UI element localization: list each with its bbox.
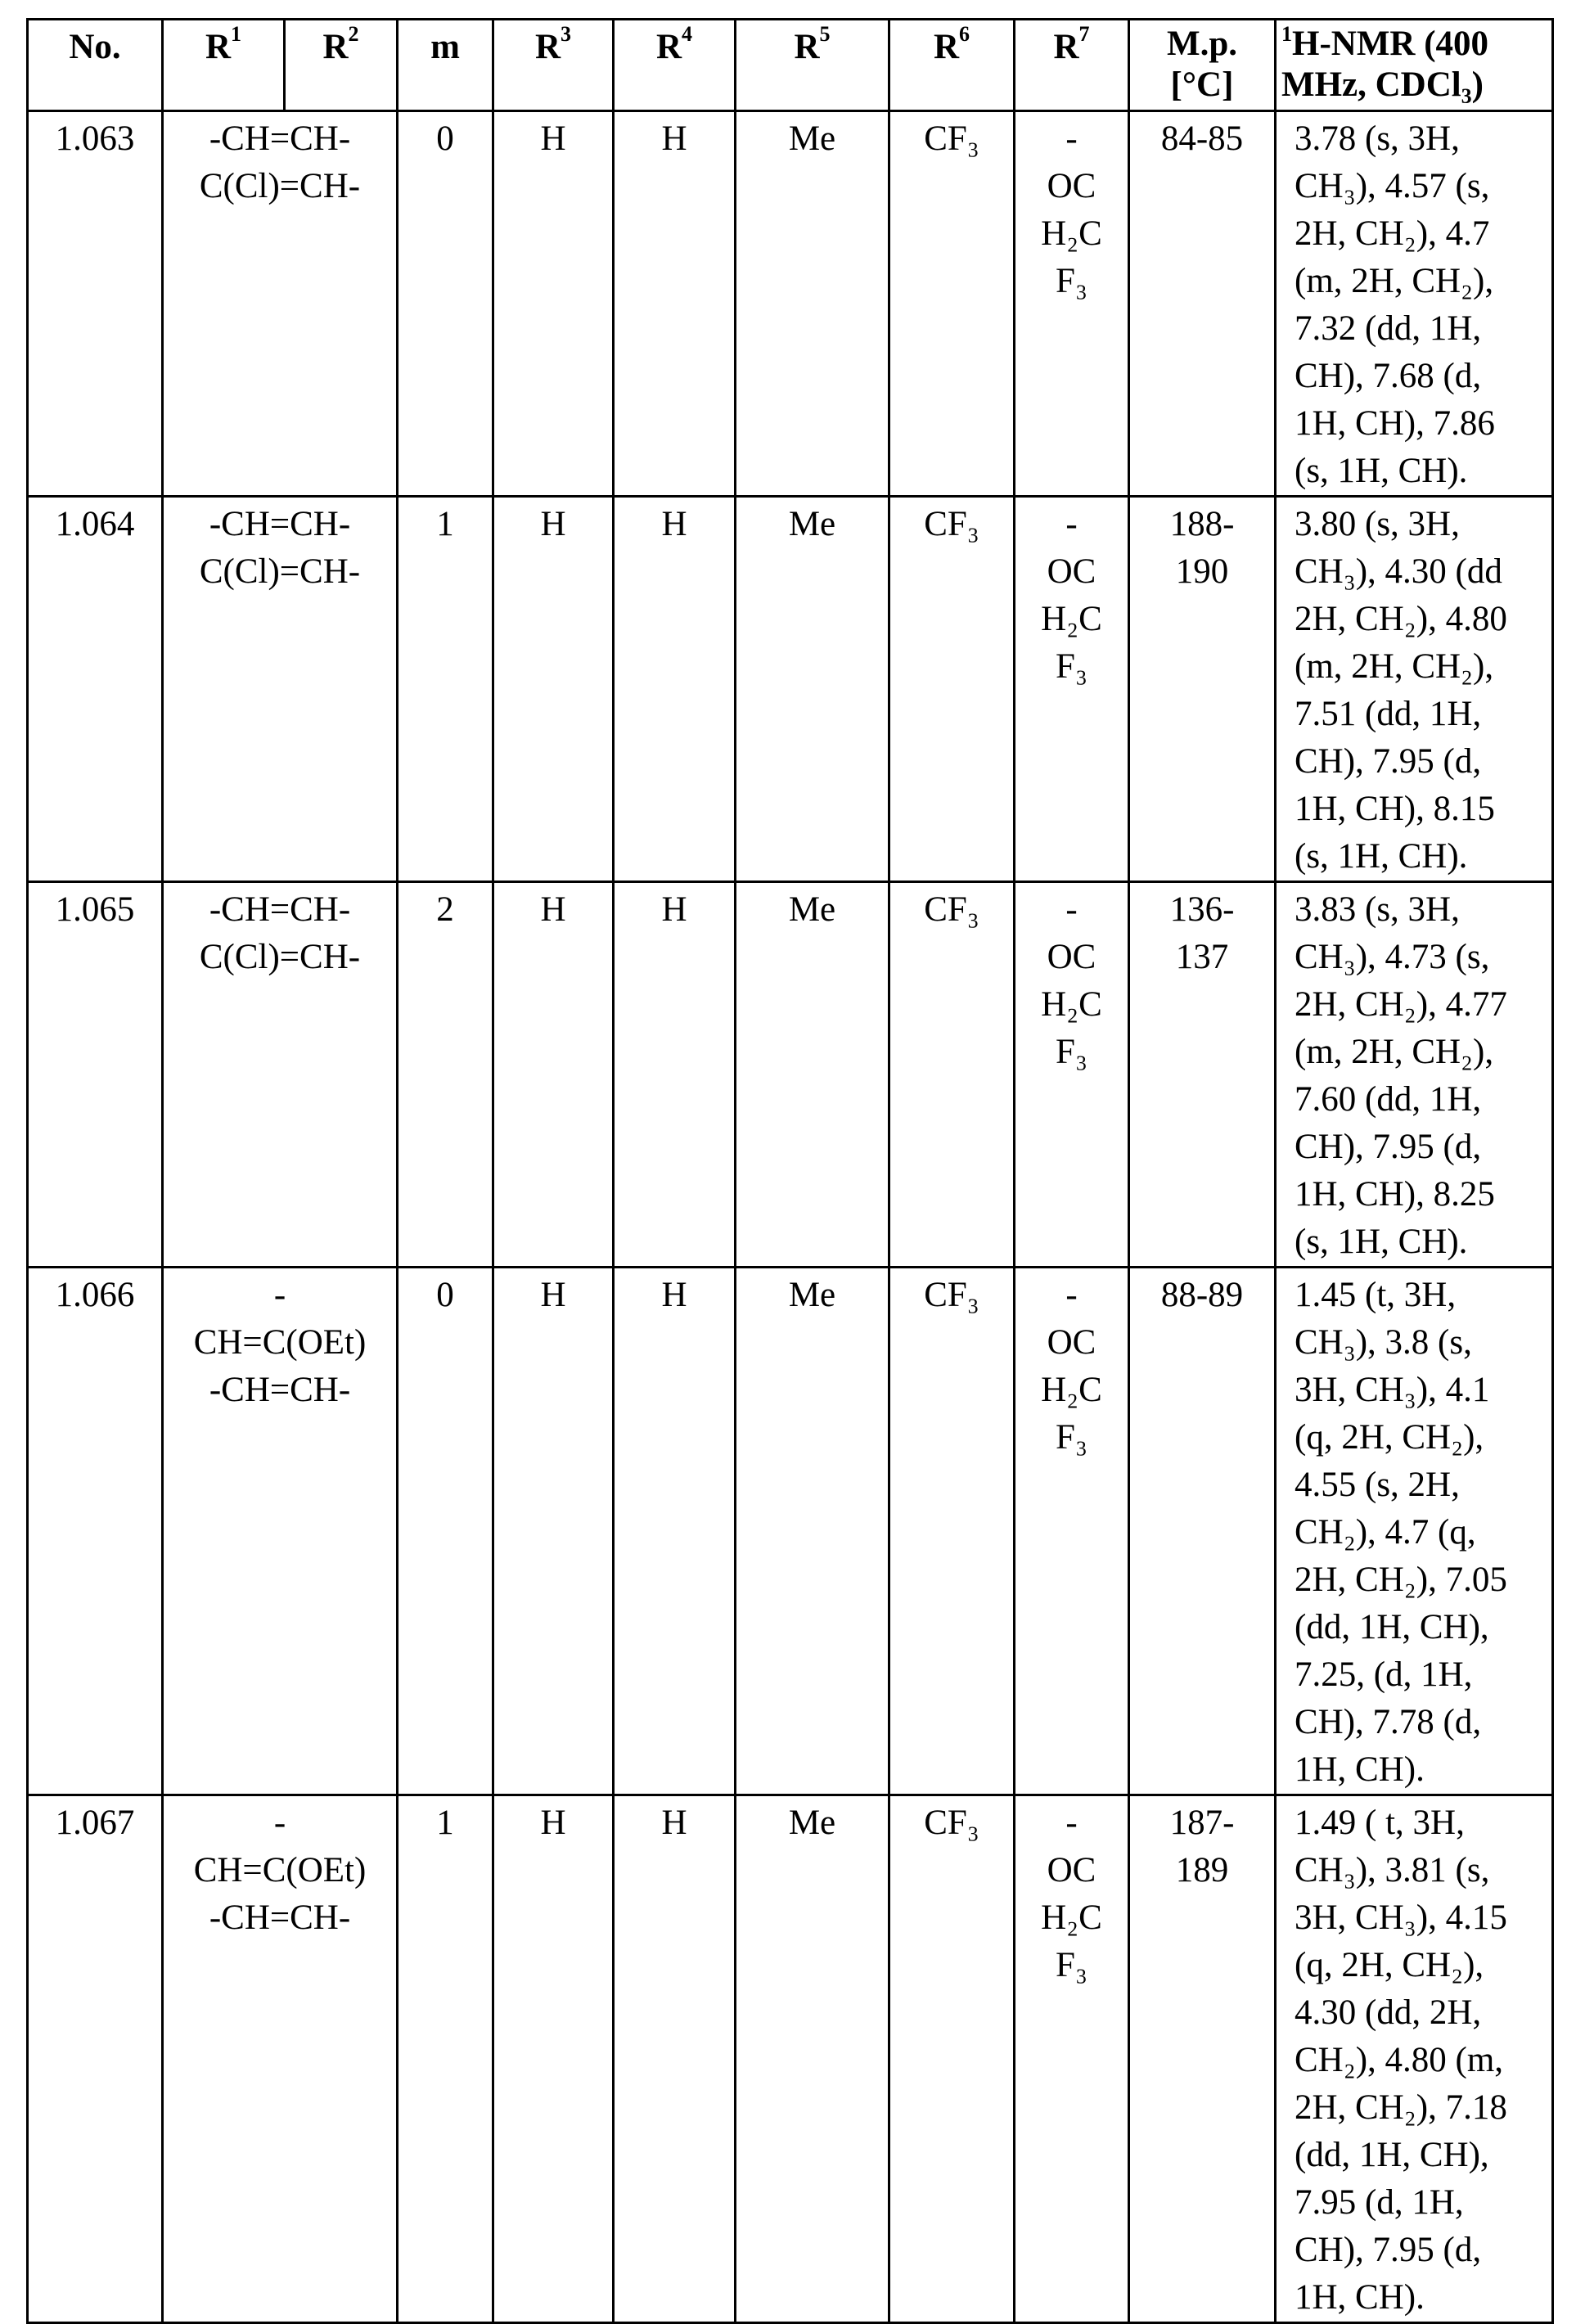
- cell-nmr-line: CH), 7.95 (d,: [1295, 738, 1547, 786]
- cell-nmr-line: CH₃), 3.81 (s,: [1295, 1847, 1547, 1894]
- cell-nmr: [1276, 1268, 1553, 1795]
- header-r7-base: R: [1053, 28, 1078, 66]
- header-r6-sup: 6: [959, 22, 970, 46]
- cell-r7-line: OC: [1020, 163, 1123, 210]
- cell-nmr-line: 2H, CH₂), 4.80: [1295, 596, 1547, 643]
- table-row: [28, 1268, 1553, 1795]
- cell-mp: [1129, 882, 1276, 1268]
- cell-mp: [1129, 111, 1276, 497]
- cell-nmr-line: 2H, CH₂), 4.77: [1295, 981, 1547, 1029]
- cell-r3: H: [493, 1268, 614, 1795]
- header-r5-base: R: [794, 28, 819, 66]
- cell-r7-line: H₂C: [1020, 210, 1123, 258]
- cell-no: 1.067: [28, 1795, 163, 2323]
- cell-nmr-line: 7.25, (d, 1H,: [1295, 1651, 1547, 1699]
- cell-nmr: [1276, 1795, 1553, 2323]
- header-r1-sup: 1: [231, 22, 241, 46]
- cell-nmr-line: 1H, CH).: [1295, 2274, 1547, 2322]
- cell-r4: H: [614, 1268, 736, 1795]
- cell-r6: CF₃: [889, 1268, 1015, 1795]
- cell-nmr-line: CH), 7.78 (d,: [1295, 1699, 1547, 1746]
- cell-nmr-line: 7.32 (dd, 1H,: [1295, 305, 1547, 353]
- cell-r7-line: -: [1020, 501, 1123, 548]
- cell-nmr-line: (dd, 1H, CH),: [1295, 2132, 1547, 2179]
- cell-r4: H: [614, 111, 736, 497]
- cell-mp: [1129, 1268, 1276, 1795]
- cell-nmr-line: 1.49 ( t, 3H,: [1295, 1799, 1547, 1847]
- cell-nmr-line: 4.55 (s, 2H,: [1295, 1462, 1547, 1509]
- cell-m: 0: [398, 111, 493, 497]
- cell-nmr-line: CH), 7.95 (d,: [1295, 1124, 1547, 1171]
- cell-nmr-line: 2H, CH₂), 4.7: [1295, 210, 1547, 258]
- cell-r5: Me: [736, 497, 889, 882]
- header-r6: [889, 20, 1015, 111]
- cell-r5: Me: [736, 882, 889, 1268]
- cell-r7-line: H₂C: [1020, 1894, 1123, 1942]
- cell-no: 1.064: [28, 497, 163, 882]
- cell-r1-r2: [163, 497, 398, 882]
- cell-nmr-line: 7.60 (dd, 1H,: [1295, 1076, 1547, 1124]
- cell-r5: Me: [736, 1795, 889, 2323]
- header-r7: [1015, 20, 1129, 111]
- header-m: m: [398, 20, 493, 111]
- cell-nmr-line: 3H, CH₃), 4.15: [1295, 1894, 1547, 1942]
- cell-nmr-line: CH₂), 4.80 (m,: [1295, 2037, 1547, 2084]
- cell-nmr-line: CH₃), 4.30 (dd: [1295, 548, 1547, 596]
- header-r6-base: R: [934, 28, 959, 66]
- cell-nmr: [1276, 111, 1553, 497]
- cell-r7-line: OC: [1020, 1319, 1123, 1367]
- header-nmr-line: MHz, CDCl₃): [1281, 65, 1547, 106]
- cell-r3: H: [493, 497, 614, 882]
- cell-r1-r2-line: -CH=CH-: [169, 501, 391, 548]
- cell-r1-r2-line: C(Cl)=CH-: [169, 548, 391, 596]
- cell-mp-line: 137: [1135, 934, 1269, 981]
- cell-r6: CF₃: [889, 1795, 1015, 2323]
- cell-mp-line: 187-: [1135, 1799, 1269, 1847]
- header-r5: [736, 20, 889, 111]
- cell-mp-line: 136-: [1135, 886, 1269, 934]
- cell-r7-line: OC: [1020, 934, 1123, 981]
- cell-nmr-line: 2H, CH₂), 7.05: [1295, 1556, 1547, 1604]
- cell-nmr-line: CH₃), 4.73 (s,: [1295, 934, 1547, 981]
- cell-r7-line: F₃: [1020, 643, 1123, 691]
- header-r5-sup: 5: [820, 22, 831, 46]
- header-mp-line: M.p.: [1135, 24, 1269, 65]
- header-mp: [1129, 20, 1276, 111]
- cell-nmr-line: (m, 2H, CH₂),: [1295, 643, 1547, 691]
- table-body: [28, 111, 1553, 2323]
- cell-nmr-line: (s, 1H, CH).: [1295, 448, 1547, 495]
- cell-no: 1.066: [28, 1268, 163, 1795]
- cell-nmr-line: 7.51 (dd, 1H,: [1295, 691, 1547, 738]
- cell-r4: H: [614, 497, 736, 882]
- cell-r7-line: -: [1020, 115, 1123, 163]
- cell-r1-r2-line: C(Cl)=CH-: [169, 163, 391, 210]
- cell-nmr-line: CH₂), 4.7 (q,: [1295, 1509, 1547, 1556]
- header-r2-sup: 2: [349, 22, 359, 46]
- table-row: [28, 497, 1553, 882]
- cell-nmr-line: 4.30 (dd, 2H,: [1295, 1989, 1547, 2037]
- cell-r7-line: OC: [1020, 548, 1123, 596]
- cell-nmr-line: 1H, CH), 8.25: [1295, 1171, 1547, 1218]
- cell-mp-line: 188-: [1135, 501, 1269, 548]
- cell-nmr-line: 2H, CH₂), 7.18: [1295, 2084, 1547, 2132]
- cell-r7-line: -: [1020, 1799, 1123, 1847]
- cell-mp-line: 189: [1135, 1847, 1269, 1894]
- cell-r7-line: OC: [1020, 1847, 1123, 1894]
- cell-r1-r2: [163, 1795, 398, 2323]
- header-r3-sup: 3: [561, 22, 571, 46]
- cell-nmr-line: CH), 7.68 (d,: [1295, 353, 1547, 400]
- cell-r5: Me: [736, 111, 889, 497]
- cell-mp: [1129, 1795, 1276, 2323]
- table-row: [28, 111, 1553, 497]
- cell-r3: H: [493, 1795, 614, 2323]
- cell-mp-line: 190: [1135, 548, 1269, 596]
- header-r2-base: R: [322, 28, 348, 66]
- cell-nmr-line: (s, 1H, CH).: [1295, 833, 1547, 881]
- cell-nmr-line: 3.80 (s, 3H,: [1295, 501, 1547, 548]
- cell-r7: [1015, 1795, 1129, 2323]
- cell-r3: H: [493, 111, 614, 497]
- cell-nmr-line: (dd, 1H, CH),: [1295, 1604, 1547, 1651]
- cell-r7-line: F₃: [1020, 1029, 1123, 1076]
- cell-m: 1: [398, 497, 493, 882]
- cell-r1-r2-line: C(Cl)=CH-: [169, 934, 391, 981]
- cell-nmr-line: (m, 2H, CH₂),: [1295, 258, 1547, 305]
- cell-nmr-line: 3.78 (s, 3H,: [1295, 115, 1547, 163]
- header-nmr: [1276, 20, 1553, 111]
- header-r4-base: R: [656, 28, 682, 66]
- header-r2: [285, 20, 398, 111]
- cell-no: 1.065: [28, 882, 163, 1268]
- cell-r1-r2: [163, 1268, 398, 1795]
- cell-r7-line: H₂C: [1020, 981, 1123, 1029]
- cell-nmr-line: 7.95 (d, 1H,: [1295, 2179, 1547, 2227]
- cell-mp-line: 84-85: [1135, 115, 1269, 163]
- cell-mp-line: 88-89: [1135, 1272, 1269, 1319]
- header-r3-base: R: [535, 28, 561, 66]
- cell-r1-r2-line: CH=C(OEt): [169, 1319, 391, 1367]
- cell-r1-r2-line: -CH=CH-: [169, 1894, 391, 1942]
- cell-m: 2: [398, 882, 493, 1268]
- cell-r7: [1015, 111, 1129, 497]
- cell-r6: CF₃: [889, 882, 1015, 1268]
- cell-r7-line: -: [1020, 886, 1123, 934]
- cell-nmr: [1276, 882, 1553, 1268]
- cell-r7: [1015, 497, 1129, 882]
- cell-r3: H: [493, 882, 614, 1268]
- cell-r1-r2: [163, 111, 398, 497]
- cell-no: 1.063: [28, 111, 163, 497]
- cell-r5: Me: [736, 1268, 889, 1795]
- cell-m: 1: [398, 1795, 493, 2323]
- cell-r6: CF₃: [889, 497, 1015, 882]
- cell-nmr-line: (q, 2H, CH₂),: [1295, 1942, 1547, 1989]
- header-nmr-sup: 1: [1281, 22, 1292, 46]
- cell-r1-r2-line: -: [169, 1272, 391, 1319]
- cell-r7: [1015, 1268, 1129, 1795]
- cell-r1-r2-line: -CH=CH-: [169, 115, 391, 163]
- cell-r7-line: F₃: [1020, 258, 1123, 305]
- cell-r7-line: H₂C: [1020, 596, 1123, 643]
- cell-r1-r2-line: -CH=CH-: [169, 1367, 391, 1414]
- cell-r1-r2-line: -CH=CH-: [169, 886, 391, 934]
- cell-r7-line: -: [1020, 1272, 1123, 1319]
- cell-m: 0: [398, 1268, 493, 1795]
- compound-table: [26, 18, 1554, 2324]
- header-r1-base: R: [205, 28, 231, 66]
- cell-nmr-line: CH₃), 3.8 (s,: [1295, 1319, 1547, 1367]
- cell-nmr-line: 1H, CH).: [1295, 1746, 1547, 1794]
- cell-nmr-line: (q, 2H, CH₂),: [1295, 1414, 1547, 1462]
- cell-r4: H: [614, 1795, 736, 2323]
- cell-r4: H: [614, 882, 736, 1268]
- cell-r7-line: F₃: [1020, 1414, 1123, 1462]
- table-row: [28, 882, 1553, 1268]
- header-row: [28, 20, 1553, 111]
- cell-r7: [1015, 882, 1129, 1268]
- header-r7-sup: 7: [1079, 22, 1090, 46]
- cell-nmr-line: 1.45 (t, 3H,: [1295, 1272, 1547, 1319]
- header-nmr-line: H-NMR (400: [1292, 25, 1488, 63]
- cell-nmr: [1276, 497, 1553, 882]
- cell-nmr-line: 1H, CH), 8.15: [1295, 786, 1547, 833]
- cell-r1-r2-line: -: [169, 1799, 391, 1847]
- header-r3: [493, 20, 614, 111]
- header-r4: [614, 20, 736, 111]
- cell-r7-line: H₂C: [1020, 1367, 1123, 1414]
- cell-nmr-line: (s, 1H, CH).: [1295, 1218, 1547, 1266]
- table-row: [28, 1795, 1553, 2323]
- cell-nmr-line: 1H, CH), 7.86: [1295, 400, 1547, 448]
- cell-r1-r2: [163, 882, 398, 1268]
- cell-r6: CF₃: [889, 111, 1015, 497]
- cell-nmr-line: 3.83 (s, 3H,: [1295, 886, 1547, 934]
- header-no: No.: [28, 20, 163, 111]
- cell-r1-r2-line: CH=C(OEt): [169, 1847, 391, 1894]
- header-r1: [163, 20, 285, 111]
- header-mp-line: [°C]: [1135, 65, 1269, 106]
- cell-nmr-line: CH₃), 4.57 (s,: [1295, 163, 1547, 210]
- cell-mp: [1129, 497, 1276, 882]
- cell-nmr-line: 3H, CH₃), 4.1: [1295, 1367, 1547, 1414]
- cell-nmr-line: (m, 2H, CH₂),: [1295, 1029, 1547, 1076]
- cell-nmr-line: CH), 7.95 (d,: [1295, 2227, 1547, 2274]
- cell-r7-line: F₃: [1020, 1942, 1123, 1989]
- header-r4-sup: 4: [682, 22, 692, 46]
